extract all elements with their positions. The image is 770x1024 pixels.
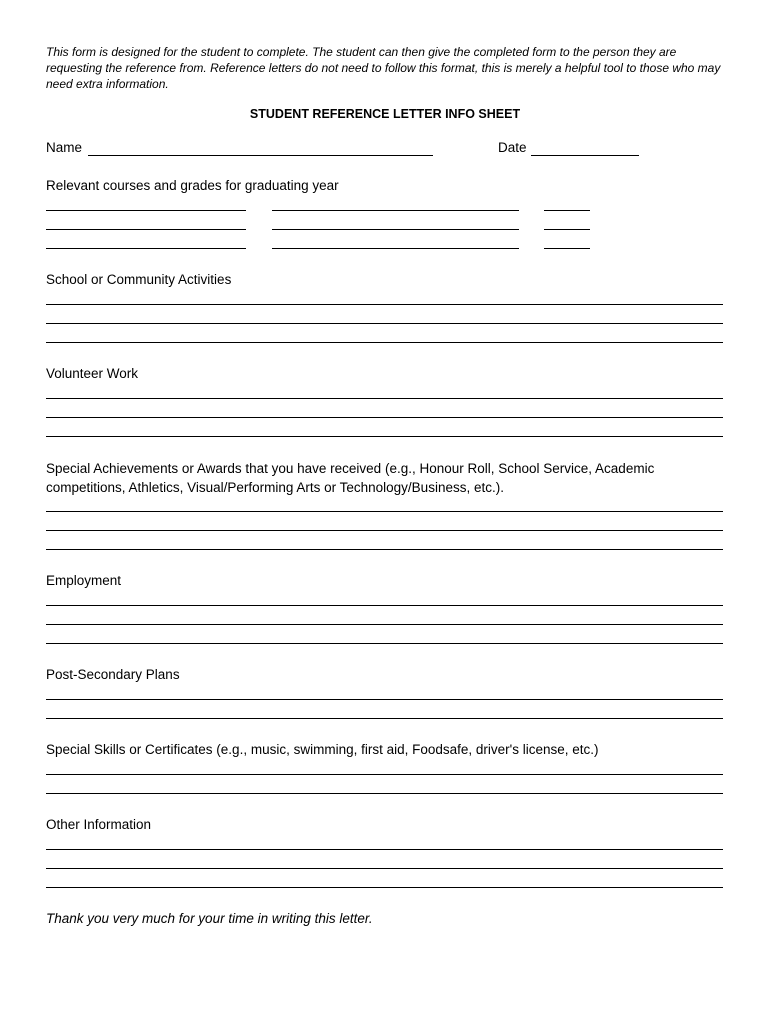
date-label: Date [498, 140, 527, 155]
grade-field[interactable] [544, 248, 590, 249]
grade-field[interactable] [544, 210, 590, 211]
grade-field[interactable] [544, 229, 590, 230]
volunteer-line[interactable] [46, 436, 723, 437]
employment-line[interactable] [46, 624, 723, 625]
achievements-label: Special Achievements or Awards that you have received (e.g., Honour Roll, School Service, Academic competitions, Athletics, Visual/Performing Arts or Technology/Business, etc.). [46, 461, 655, 495]
skills-line[interactable] [46, 774, 723, 775]
name-label: Name [46, 140, 83, 155]
date-field[interactable] [531, 155, 639, 156]
closing-note: Thank you very much for your time in writing this letter. [46, 911, 373, 926]
volunteer-line[interactable] [46, 417, 723, 418]
volunteer-label: Volunteer Work [46, 366, 139, 381]
other-label: Other Information [46, 817, 152, 832]
activities-label: School or Community Activities [46, 272, 232, 287]
other-line[interactable] [46, 868, 723, 869]
employment-line[interactable] [46, 643, 723, 644]
courses-label: Relevant courses and grades for graduating year [46, 178, 339, 193]
employment-line[interactable] [46, 605, 723, 606]
achievements-line[interactable] [46, 511, 723, 512]
other-line[interactable] [46, 887, 723, 888]
activities-line[interactable] [46, 304, 723, 305]
activities-line[interactable] [46, 323, 723, 324]
activities-line[interactable] [46, 342, 723, 343]
postsecondary-label: Post-Secondary Plans [46, 667, 180, 682]
course-name-field[interactable] [46, 210, 246, 211]
course-detail-field[interactable] [272, 229, 519, 230]
achievements-line[interactable] [46, 530, 723, 531]
course-name-field[interactable] [46, 229, 246, 230]
skills-label: Special Skills or Certificates (e.g., music, swimming, first aid, Foodsafe, driver's license, etc.) [46, 742, 599, 757]
course-detail-field[interactable] [272, 248, 519, 249]
skills-line[interactable] [46, 793, 723, 794]
employment-label: Employment [46, 573, 122, 588]
other-line[interactable] [46, 849, 723, 850]
course-detail-field[interactable] [272, 210, 519, 211]
achievements-line[interactable] [46, 549, 723, 550]
course-name-field[interactable] [46, 248, 246, 249]
postsecondary-line[interactable] [46, 699, 723, 700]
intro-text: This form is designed for the student to complete. The student can then give the completed form to the person they are requesting the reference from. Reference letters do not need to follow this format, this is merely a helpful tool to those who may need extra information. [46, 45, 721, 91]
volunteer-line[interactable] [46, 398, 723, 399]
name-field[interactable] [88, 155, 433, 156]
postsecondary-line[interactable] [46, 718, 723, 719]
form-title: STUDENT REFERENCE LETTER INFO SHEET [249, 107, 521, 121]
